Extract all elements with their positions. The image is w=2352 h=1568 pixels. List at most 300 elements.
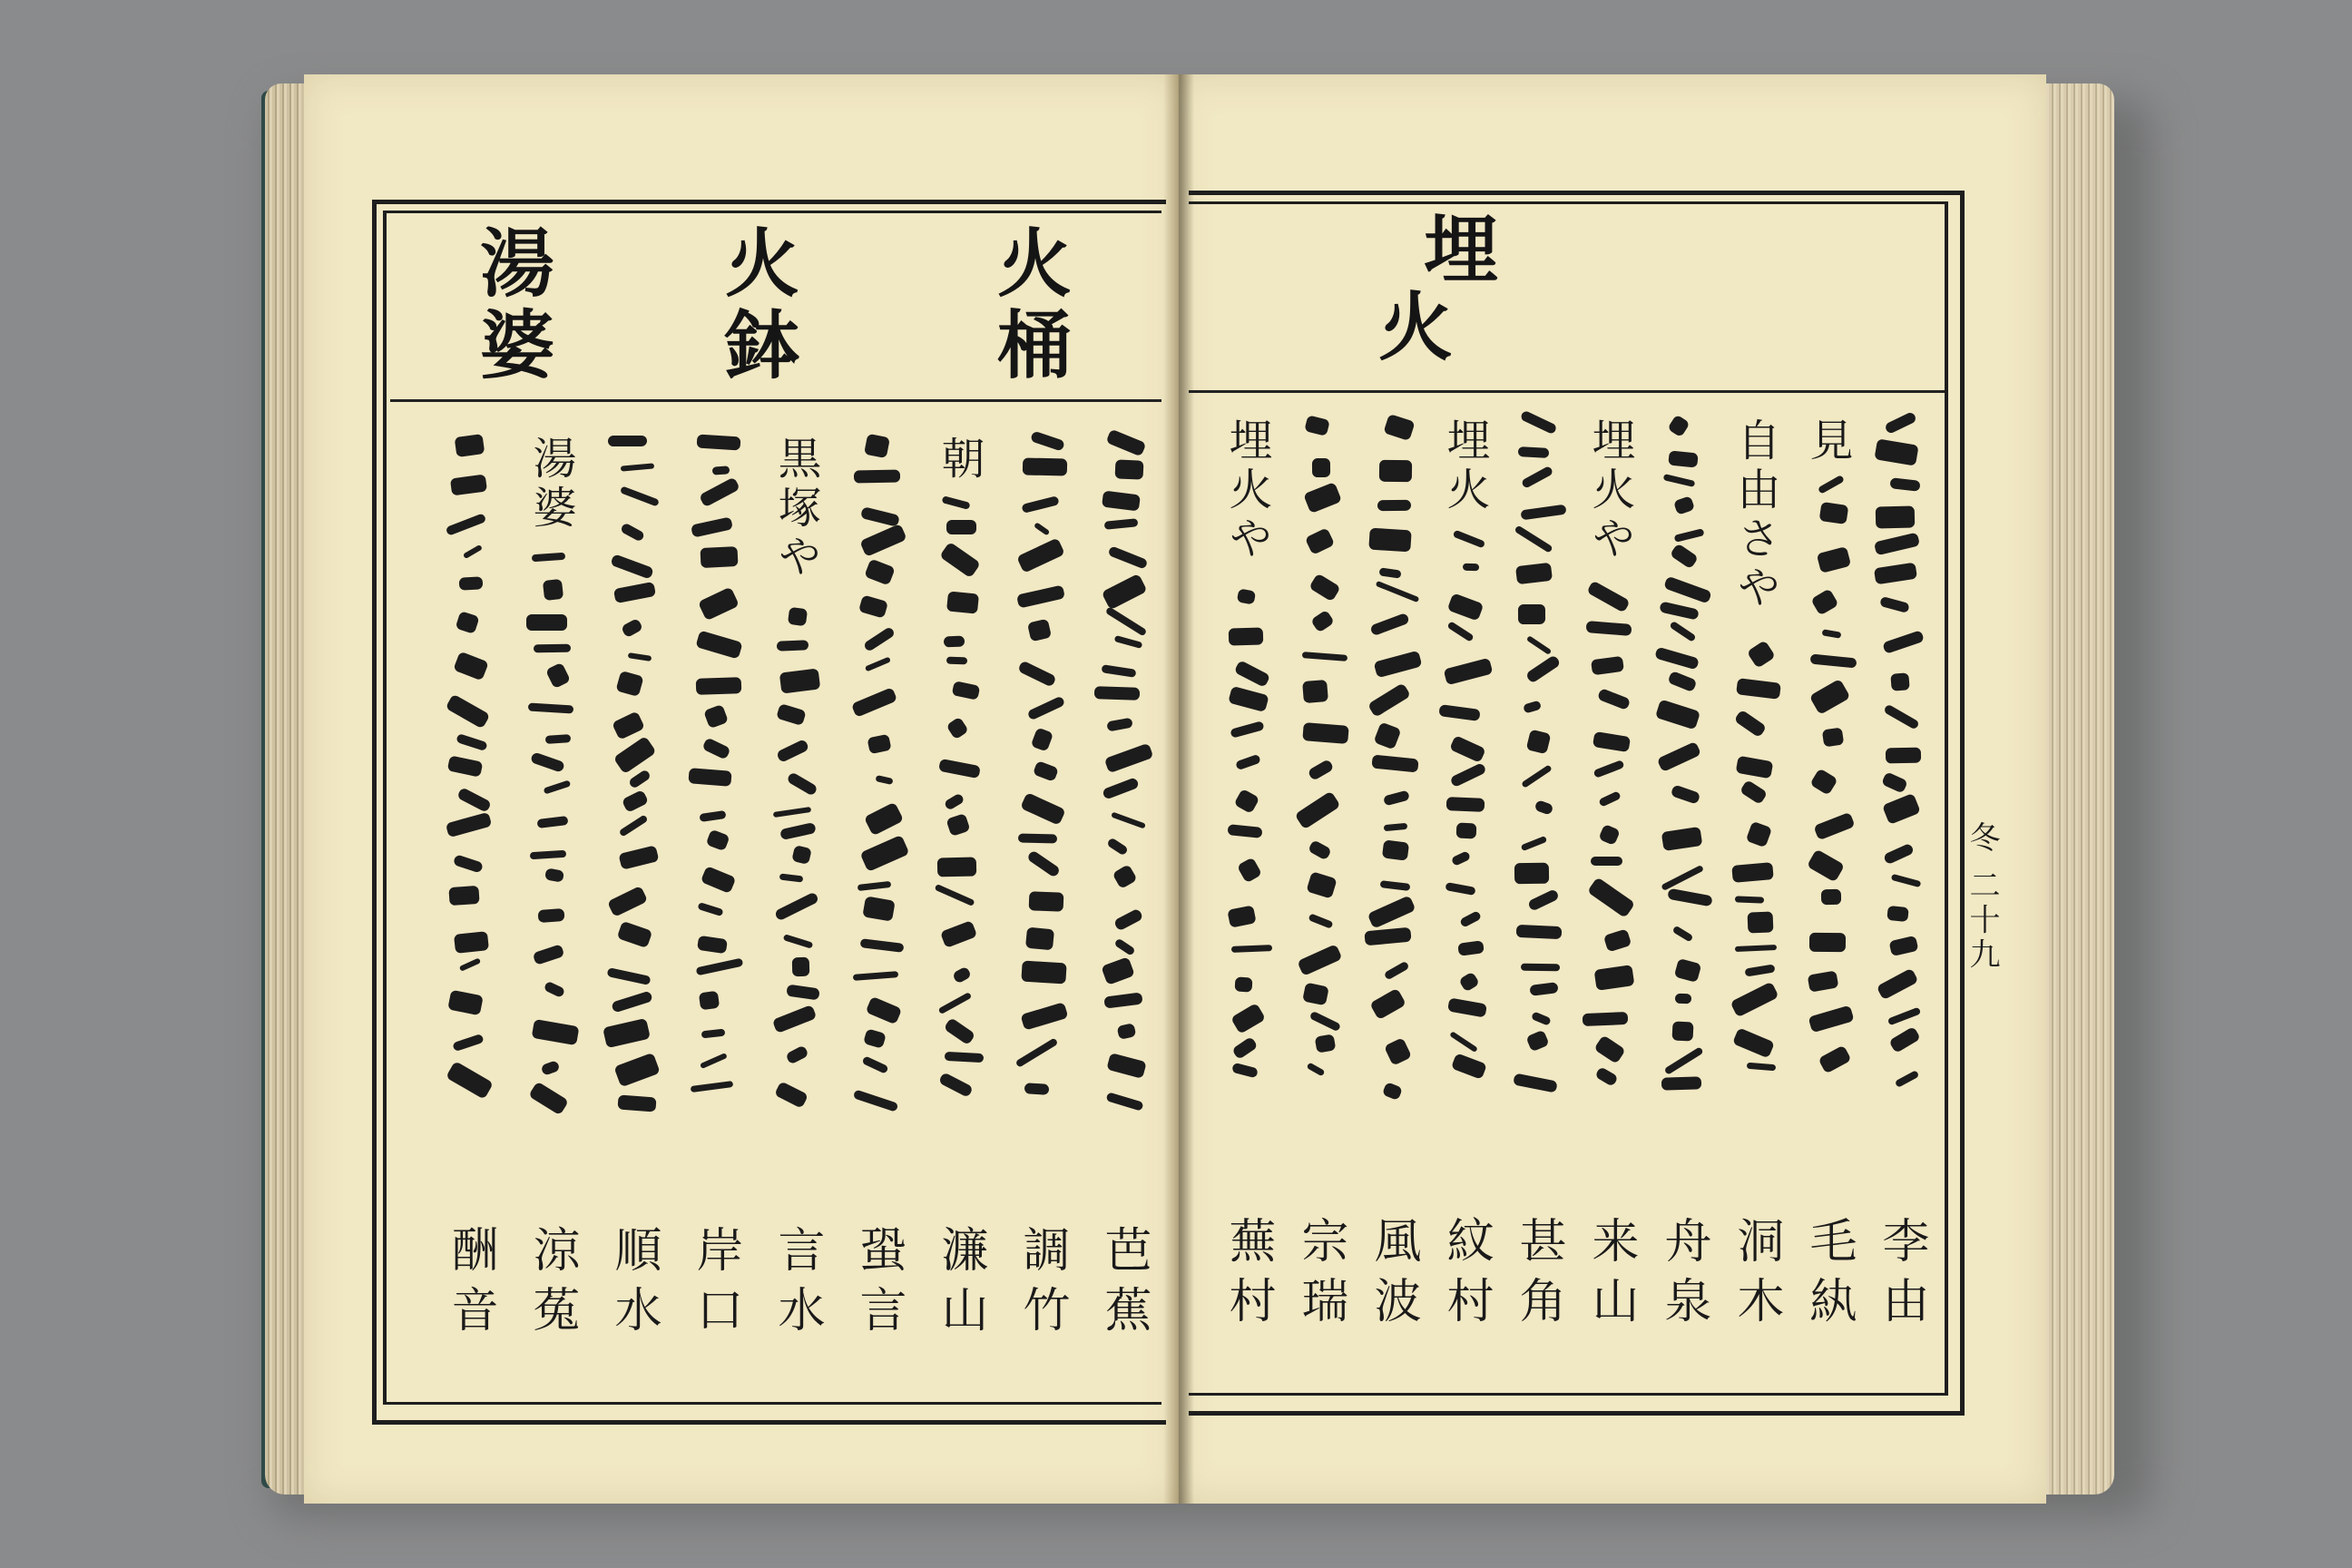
cursive-glyph-stroke <box>701 737 730 760</box>
cursive-glyph-stroke <box>537 816 569 828</box>
cursive-glyph-stroke <box>788 607 808 626</box>
cursive-glyph-stroke <box>1593 1035 1626 1065</box>
cursive-glyph-stroke <box>1882 630 1925 654</box>
cursive-glyph-stroke <box>621 618 643 638</box>
cursive-glyph-stroke <box>1661 827 1702 851</box>
cursive-glyph-stroke <box>1102 777 1140 799</box>
cursive-glyph-stroke <box>1888 936 1918 956</box>
cursive-glyph-stroke <box>705 828 730 851</box>
cursive-glyph-stroke <box>864 434 890 458</box>
cursive-glyph-stroke <box>1672 926 1694 943</box>
cursive-glyph-stroke <box>786 985 819 1001</box>
cursive-glyph-stroke <box>1237 588 1256 604</box>
cursive-glyph-stroke <box>1029 891 1063 911</box>
cursive-glyph-stroke <box>1879 596 1910 613</box>
cursive-glyph-stroke <box>1379 460 1412 482</box>
cursive-glyph-stroke <box>534 644 571 652</box>
cursive-glyph-stroke <box>703 703 729 728</box>
cursive-glyph-stroke <box>700 546 738 568</box>
cursive-glyph-stroke <box>1669 450 1700 467</box>
cursive-glyph-stroke <box>1667 887 1712 906</box>
poet-name: 甚角 <box>1511 1216 1565 1336</box>
cursive-glyph-stroke <box>774 891 819 921</box>
cursive-glyph-stroke <box>939 542 981 579</box>
cursive-glyph-stroke <box>621 789 648 813</box>
right-frame-inner-bottom <box>1189 1393 1948 1396</box>
cursive-glyph-stroke <box>1809 769 1838 796</box>
cursive-glyph-stroke <box>1304 527 1335 555</box>
cursive-glyph-stroke <box>1513 1073 1557 1093</box>
poet-name: 岸口 <box>688 1225 742 1345</box>
cursive-glyph-stroke <box>944 792 965 810</box>
cursive-glyph-stroke <box>1594 1066 1618 1087</box>
title-char: 桶 <box>996 302 1072 389</box>
right-poem-column <box>1583 417 1638 1171</box>
cursive-glyph-stroke <box>792 956 810 975</box>
cursive-glyph-stroke <box>540 1060 560 1076</box>
left-frame-inner-top <box>383 211 1161 213</box>
cursive-glyph-stroke <box>1661 865 1704 890</box>
cursive-glyph-stroke <box>1231 1036 1259 1060</box>
cursive-glyph-stroke <box>1021 1003 1069 1032</box>
cursive-glyph-stroke <box>1881 771 1908 793</box>
cursive-glyph-stroke <box>458 957 481 972</box>
cursive-glyph-stroke <box>1457 941 1485 956</box>
cursive-glyph-stroke <box>1890 477 1921 492</box>
poet-name: 蕪村 <box>1220 1216 1275 1336</box>
cursive-glyph-stroke <box>1231 945 1272 952</box>
cursive-glyph-stroke <box>1364 926 1411 946</box>
cursive-glyph-stroke <box>627 652 652 662</box>
cursive-glyph-stroke <box>1817 546 1851 573</box>
poet-name: 涼菟 <box>524 1225 579 1345</box>
poem-head-text: 湯婆 <box>525 436 576 534</box>
cursive-glyph-stroke <box>1675 994 1691 1004</box>
cursive-glyph-stroke <box>1234 789 1260 814</box>
cursive-glyph-stroke <box>618 1094 657 1112</box>
cursive-glyph-stroke <box>1384 823 1408 832</box>
cursive-glyph-stroke <box>867 734 891 754</box>
cursive-glyph-stroke <box>1379 880 1409 891</box>
cursive-glyph-stroke <box>1670 543 1699 569</box>
poem-head-text: 見 <box>1802 417 1853 466</box>
left-poem-column <box>1096 436 1151 1171</box>
cursive-glyph-stroke <box>697 936 728 954</box>
cursive-glyph-stroke <box>1591 857 1622 866</box>
poem-head-text: 埋火や <box>1584 417 1635 564</box>
cursive-glyph-stroke <box>773 807 812 818</box>
cursive-glyph-stroke <box>1377 500 1411 512</box>
cursive-glyph-stroke <box>1294 791 1340 830</box>
cursive-glyph-stroke <box>938 1072 973 1097</box>
cursive-glyph-stroke <box>456 733 487 751</box>
cursive-glyph-stroke <box>1587 877 1635 918</box>
cursive-glyph-stroke <box>1453 530 1485 548</box>
title-char: 火 <box>724 220 799 308</box>
cursive-glyph-stroke <box>858 881 891 891</box>
cursive-glyph-stroke <box>700 866 736 894</box>
cursive-glyph-stroke <box>1810 588 1838 615</box>
cursive-glyph-stroke <box>1740 779 1768 805</box>
cursive-glyph-stroke <box>937 858 976 877</box>
cursive-glyph-stroke <box>454 931 489 954</box>
cursive-glyph-stroke <box>701 1028 725 1038</box>
cursive-glyph-stroke <box>538 908 565 923</box>
cursive-glyph-stroke <box>1015 1037 1059 1068</box>
cursive-glyph-stroke <box>700 810 727 822</box>
cursive-glyph-stroke <box>951 681 980 701</box>
cursive-glyph-stroke <box>1312 457 1330 476</box>
cursive-glyph-stroke <box>864 559 896 586</box>
cursive-glyph-stroke <box>527 702 573 713</box>
cursive-glyph-stroke <box>854 470 900 484</box>
cursive-glyph-stroke <box>699 990 720 1010</box>
cursive-glyph-stroke <box>1876 505 1915 528</box>
cursive-glyph-stroke <box>1746 1063 1775 1071</box>
cursive-glyph-stroke <box>1374 651 1423 679</box>
left-poem-column <box>524 436 579 1171</box>
cursive-glyph-stroke <box>700 1053 728 1069</box>
cursive-glyph-stroke <box>608 436 647 446</box>
cursive-glyph-stroke <box>1459 971 1481 992</box>
cursive-glyph-stroke <box>447 755 483 778</box>
poet-name: 洞木 <box>1729 1216 1783 1336</box>
cursive-glyph-stroke <box>1315 1034 1337 1053</box>
cursive-glyph-stroke <box>1230 1003 1266 1034</box>
cursive-glyph-stroke <box>607 967 652 985</box>
cursive-glyph-stroke <box>1814 812 1856 841</box>
cursive-glyph-stroke <box>859 835 909 872</box>
cursive-glyph-stroke <box>1597 688 1631 710</box>
right-poem-column <box>1801 417 1856 1171</box>
cursive-glyph-stroke <box>1446 882 1476 896</box>
cursive-glyph-stroke <box>1018 833 1057 843</box>
cursive-glyph-stroke <box>1515 563 1553 584</box>
cursive-glyph-stroke <box>1735 945 1777 952</box>
cursive-glyph-stroke <box>1874 438 1918 466</box>
cursive-glyph-stroke <box>1231 1063 1258 1078</box>
cursive-glyph-stroke <box>1297 944 1342 976</box>
cursive-glyph-stroke <box>1667 414 1690 437</box>
cursive-glyph-stroke <box>445 812 491 838</box>
cursive-glyph-stroke <box>1807 848 1845 882</box>
cursive-glyph-stroke <box>1439 704 1481 721</box>
right-frame-inner-line <box>1945 201 1948 1396</box>
left-poem-column <box>1014 436 1069 1171</box>
cursive-glyph-stroke <box>1886 1007 1920 1026</box>
cursive-glyph-stroke <box>1515 925 1561 939</box>
cursive-glyph-stroke <box>1234 976 1252 992</box>
cursive-glyph-stroke <box>1883 843 1915 866</box>
cursive-glyph-stroke <box>786 771 818 797</box>
cursive-glyph-stroke <box>1451 1054 1486 1080</box>
cursive-glyph-stroke <box>875 775 893 785</box>
cursive-glyph-stroke <box>1735 896 1765 903</box>
cursive-glyph-stroke <box>1745 821 1771 848</box>
cursive-glyph-stroke <box>1670 621 1697 642</box>
cursive-glyph-stroke <box>1115 460 1144 481</box>
cursive-glyph-stroke <box>528 1082 569 1116</box>
cursive-glyph-stroke <box>1809 933 1846 952</box>
cursive-glyph-stroke <box>1026 849 1061 878</box>
cursive-glyph-stroke <box>456 787 492 813</box>
cursive-glyph-stroke <box>1809 654 1857 670</box>
cursive-glyph-stroke <box>1673 495 1695 515</box>
cursive-glyph-stroke <box>1114 635 1143 649</box>
cursive-glyph-stroke <box>545 662 571 689</box>
cursive-glyph-stroke <box>1822 727 1844 747</box>
cursive-glyph-stroke <box>1525 1029 1549 1052</box>
cursive-glyph-stroke <box>1376 581 1420 603</box>
right-poem-column <box>1656 417 1710 1171</box>
cursive-glyph-stroke <box>1237 857 1262 883</box>
cursive-glyph-stroke <box>1525 655 1561 684</box>
right-poem-column <box>1874 417 1928 1171</box>
left-poem-column <box>933 436 987 1171</box>
cursive-glyph-stroke <box>1598 824 1621 846</box>
cursive-glyph-stroke <box>1602 929 1631 953</box>
poem-head-text: 埋火 <box>1439 417 1490 515</box>
cursive-glyph-stroke <box>1106 838 1129 857</box>
cursive-glyph-stroke <box>1382 839 1409 860</box>
cursive-glyph-stroke <box>1526 635 1552 655</box>
cursive-glyph-stroke <box>1660 602 1700 622</box>
cursive-glyph-stroke <box>453 651 489 681</box>
cursive-glyph-stroke <box>1808 1005 1855 1033</box>
cursive-glyph-stroke <box>1671 1021 1693 1041</box>
cursive-glyph-stroke <box>938 759 981 779</box>
right-poem-column <box>1366 417 1420 1171</box>
cursive-glyph-stroke <box>1369 988 1406 1020</box>
cursive-glyph-stroke <box>1449 761 1487 787</box>
cursive-glyph-stroke <box>447 989 484 1015</box>
cursive-glyph-stroke <box>1876 968 1918 1000</box>
cursive-glyph-stroke <box>1821 889 1841 905</box>
cursive-glyph-stroke <box>1103 992 1143 1009</box>
cursive-glyph-stroke <box>458 576 483 591</box>
cursive-glyph-stroke <box>1446 797 1485 812</box>
cursive-glyph-stroke <box>543 579 564 601</box>
cursive-glyph-stroke <box>1449 735 1486 763</box>
cursive-glyph-stroke <box>1463 564 1479 572</box>
poet-name: 濂山 <box>933 1225 987 1345</box>
cursive-glyph-stroke <box>1730 981 1779 1017</box>
cursive-glyph-stroke <box>1518 604 1546 624</box>
cursive-glyph-stroke <box>940 920 978 948</box>
cursive-glyph-stroke <box>1101 956 1135 985</box>
cursive-glyph-stroke <box>1527 888 1560 911</box>
poem-head-text: 埋火や <box>1221 417 1272 564</box>
cursive-glyph-stroke <box>1883 704 1919 730</box>
poet-name: 李由 <box>1874 1216 1928 1336</box>
cursive-glyph-stroke <box>1113 908 1144 932</box>
cursive-glyph-stroke <box>1307 1063 1326 1077</box>
cursive-glyph-stroke <box>446 1061 494 1100</box>
cursive-glyph-stroke <box>1372 755 1419 773</box>
cursive-glyph-stroke <box>613 1052 661 1086</box>
cursive-glyph-stroke <box>619 523 644 543</box>
cursive-glyph-stroke <box>783 934 814 949</box>
left-poem-column <box>606 436 661 1171</box>
cursive-glyph-stroke <box>1583 1012 1629 1026</box>
cursive-glyph-stroke <box>779 669 820 694</box>
cursive-glyph-stroke <box>1593 760 1625 779</box>
cursive-glyph-stroke <box>1105 606 1148 637</box>
cursive-glyph-stroke <box>1230 720 1264 739</box>
cursive-glyph-stroke <box>1101 664 1136 678</box>
cursive-glyph-stroke <box>863 1029 887 1049</box>
cursive-glyph-stroke <box>1587 581 1631 613</box>
cursive-glyph-stroke <box>776 739 809 763</box>
cursive-glyph-stroke <box>453 855 484 874</box>
cursive-glyph-stroke <box>1308 839 1332 860</box>
cursive-glyph-stroke <box>1304 482 1343 514</box>
cursive-glyph-stroke <box>616 671 644 697</box>
cursive-glyph-stroke <box>1667 671 1697 692</box>
cursive-glyph-stroke <box>1229 628 1264 646</box>
cursive-glyph-stroke <box>1105 1093 1144 1112</box>
right-frame-inner-top <box>1189 201 1948 204</box>
cursive-glyph-stroke <box>773 1082 808 1110</box>
cursive-glyph-stroke <box>1308 573 1341 602</box>
cursive-glyph-stroke <box>1534 799 1553 816</box>
cursive-glyph-stroke <box>544 867 564 883</box>
poet-name: 風波 <box>1366 1216 1420 1336</box>
cursive-glyph-stroke <box>1104 518 1139 530</box>
cursive-glyph-stroke <box>1016 584 1065 608</box>
cursive-glyph-stroke <box>1017 660 1056 687</box>
cursive-glyph-stroke <box>691 517 733 538</box>
right-poem-column <box>1729 417 1783 1171</box>
cursive-glyph-stroke <box>1521 836 1548 852</box>
cursive-glyph-stroke <box>446 514 487 537</box>
left-poem-column <box>443 436 497 1171</box>
cursive-glyph-stroke <box>1104 742 1153 772</box>
cursive-glyph-stroke <box>1598 790 1621 807</box>
cursive-glyph-stroke <box>607 886 648 917</box>
cursive-glyph-stroke <box>1302 680 1328 703</box>
cursive-glyph-stroke <box>1664 1046 1704 1074</box>
cursive-glyph-stroke <box>1732 1027 1775 1058</box>
cursive-glyph-stroke <box>1526 730 1552 755</box>
right-poem-column <box>1511 417 1565 1171</box>
cursive-glyph-stroke <box>858 594 888 618</box>
cursive-glyph-stroke <box>1309 1010 1341 1031</box>
cursive-glyph-stroke <box>866 996 902 1024</box>
page-number: 冬 二十九 <box>1964 821 2000 973</box>
title-char: 埋 <box>1423 207 1498 294</box>
cursive-glyph-stroke <box>1023 457 1067 475</box>
cursive-glyph-stroke <box>1026 695 1064 720</box>
cursive-glyph-stroke <box>1111 812 1146 829</box>
left-frame-inner-line <box>383 211 387 1405</box>
cursive-glyph-stroke <box>695 630 742 659</box>
cursive-glyph-stroke <box>1661 1077 1701 1091</box>
title-char: 火 <box>996 220 1072 308</box>
cursive-glyph-stroke <box>1747 640 1776 669</box>
cursive-glyph-stroke <box>1886 747 1922 763</box>
cursive-glyph-stroke <box>1229 686 1270 712</box>
cursive-glyph-stroke <box>946 657 968 665</box>
cursive-glyph-stroke <box>1108 545 1149 569</box>
cursive-glyph-stroke <box>613 735 657 773</box>
cursive-glyph-stroke <box>1592 731 1631 752</box>
left-poem-column <box>688 436 742 1171</box>
cursive-glyph-stroke <box>455 611 479 634</box>
cursive-glyph-stroke <box>1514 863 1549 885</box>
cursive-glyph-stroke <box>1891 874 1922 888</box>
cursive-glyph-stroke <box>1112 864 1137 889</box>
cursive-glyph-stroke <box>777 640 808 652</box>
cursive-glyph-stroke <box>695 958 742 976</box>
cursive-glyph-stroke <box>1449 1031 1477 1053</box>
cursive-glyph-stroke <box>1514 525 1553 554</box>
cursive-glyph-stroke <box>946 591 978 613</box>
right-title-divider <box>1189 390 1945 393</box>
cursive-glyph-stroke <box>852 1089 898 1112</box>
cursive-glyph-stroke <box>1302 652 1348 662</box>
cursive-glyph-stroke <box>620 463 653 471</box>
cursive-glyph-stroke <box>1443 658 1493 685</box>
cursive-glyph-stroke <box>1102 573 1148 611</box>
cursive-glyph-stroke <box>1383 790 1410 807</box>
cursive-glyph-stroke <box>454 434 485 457</box>
right-poem-column <box>1293 417 1348 1171</box>
cursive-glyph-stroke <box>1523 701 1542 714</box>
cursive-glyph-stroke <box>1674 958 1702 983</box>
cursive-glyph-stroke <box>532 553 566 563</box>
cursive-glyph-stroke <box>1384 1038 1412 1066</box>
left-frame-inner-bottom <box>383 1402 1161 1405</box>
cursive-glyph-stroke <box>859 524 906 557</box>
cursive-glyph-stroke <box>691 1081 734 1093</box>
cursive-glyph-stroke <box>944 1017 975 1045</box>
cursive-glyph-stroke <box>688 768 731 786</box>
cursive-glyph-stroke <box>1888 1026 1920 1054</box>
cursive-glyph-stroke <box>619 815 649 838</box>
cursive-glyph-stroke <box>1233 660 1269 688</box>
cursive-glyph-stroke <box>603 1017 651 1048</box>
cursive-glyph-stroke <box>944 636 965 647</box>
cursive-glyph-stroke <box>1585 621 1632 636</box>
cursive-glyph-stroke <box>1450 850 1471 867</box>
cursive-glyph-stroke <box>696 677 741 695</box>
cursive-glyph-stroke <box>697 435 741 451</box>
cursive-glyph-stroke <box>1736 755 1774 778</box>
right-poem-column <box>1438 417 1493 1171</box>
cursive-glyph-stroke <box>860 506 900 526</box>
poet-name: 毛紈 <box>1801 1216 1856 1336</box>
cursive-glyph-stroke <box>1016 537 1065 573</box>
cursive-glyph-stroke <box>1025 927 1054 950</box>
cursive-glyph-stroke <box>1886 906 1909 922</box>
cursive-glyph-stroke <box>1530 982 1559 996</box>
cursive-glyph-stroke <box>611 990 653 1013</box>
cursive-glyph-stroke <box>1745 965 1776 977</box>
cursive-glyph-stroke <box>698 587 740 622</box>
cursive-glyph-stroke <box>1034 522 1051 536</box>
cursive-glyph-stroke <box>616 921 652 948</box>
cursive-glyph-stroke <box>1670 784 1700 804</box>
cursive-glyph-stroke <box>613 582 656 603</box>
left-poem-column <box>851 436 906 1171</box>
cursive-glyph-stroke <box>545 734 571 744</box>
cursive-glyph-stroke <box>1673 528 1704 542</box>
poet-name: 言水 <box>769 1225 824 1345</box>
cursive-glyph-stroke <box>1022 961 1067 985</box>
cursive-glyph-stroke <box>1369 612 1410 635</box>
cursive-glyph-stroke <box>1446 593 1484 621</box>
